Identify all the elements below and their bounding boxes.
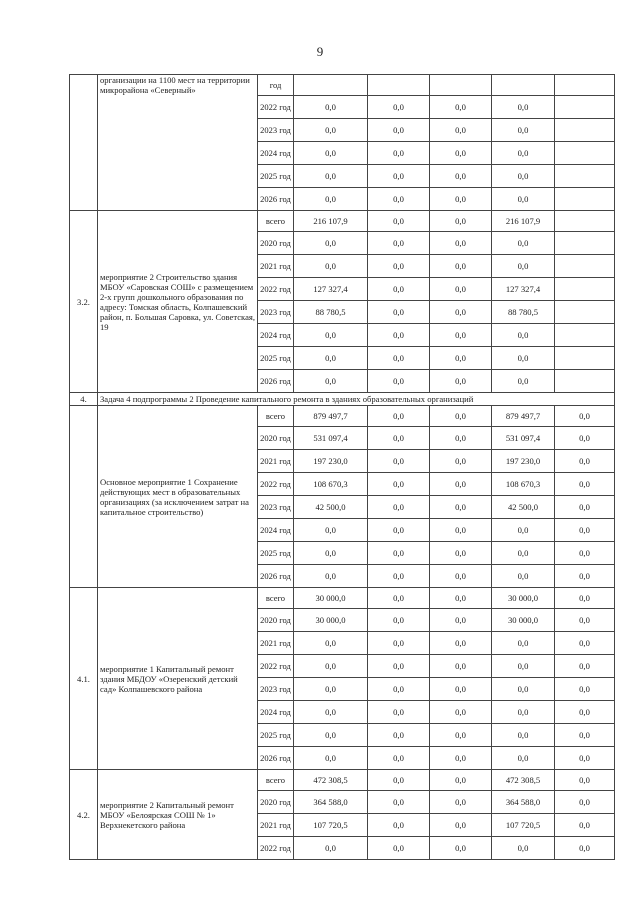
amount-cell: 0,0 xyxy=(368,188,430,211)
amount-cell: 0,0 xyxy=(492,142,555,165)
period-cell: 2025 год xyxy=(258,724,294,747)
amount-cell: 0,0 xyxy=(430,609,492,632)
amount-cell xyxy=(294,75,368,96)
period-cell: 2021 год xyxy=(258,632,294,655)
amount-cell: 0,0 xyxy=(430,211,492,232)
amount-cell: 0,0 xyxy=(492,232,555,255)
period-cell: 2021 год xyxy=(258,450,294,473)
amount-cell: 0,0 xyxy=(430,278,492,301)
amount-cell: 0,0 xyxy=(430,96,492,119)
amount-cell: 0,0 xyxy=(492,837,555,860)
amount-cell: 0,0 xyxy=(492,165,555,188)
amount-cell: 0,0 xyxy=(555,473,615,496)
amount-cell: 88 780,5 xyxy=(492,301,555,324)
amount-cell: 0,0 xyxy=(492,188,555,211)
period-cell: 2026 год xyxy=(258,370,294,393)
amount-cell: 0,0 xyxy=(294,655,368,678)
amount-cell: 0,0 xyxy=(430,791,492,814)
period-cell: всего xyxy=(258,588,294,609)
amount-cell: 0,0 xyxy=(368,747,430,770)
amount-cell: 0,0 xyxy=(430,142,492,165)
period-cell: 2024 год xyxy=(258,324,294,347)
amount-cell: 472 308,5 xyxy=(492,770,555,791)
amount-cell: 216 107,9 xyxy=(294,211,368,232)
amount-cell: 0,0 xyxy=(555,450,615,473)
amount-cell: 0,0 xyxy=(555,724,615,747)
amount-cell: 0,0 xyxy=(492,678,555,701)
period-cell: год xyxy=(258,75,294,96)
amount-cell: 197 230,0 xyxy=(492,450,555,473)
amount-cell: 0,0 xyxy=(555,837,615,860)
amount-cell: 0,0 xyxy=(294,347,368,370)
amount-cell xyxy=(555,211,615,232)
amount-cell: 0,0 xyxy=(555,542,615,565)
task-title: Задача 4 подпрограммы 2 Проведение капитального ремонта в зданиях образовательных организаций xyxy=(98,393,615,406)
amount-cell: 0,0 xyxy=(492,655,555,678)
amount-cell: 0,0 xyxy=(492,324,555,347)
amount-cell: 0,0 xyxy=(430,747,492,770)
amount-cell: 0,0 xyxy=(368,255,430,278)
amount-cell xyxy=(555,232,615,255)
amount-cell: 0,0 xyxy=(430,565,492,588)
amount-cell: 0,0 xyxy=(555,588,615,609)
amount-cell: 531 097,4 xyxy=(294,427,368,450)
item-description: мероприятие 2 Капитальный ремонт МБОУ «Белоярская СОШ № 1» Верхнекетского района xyxy=(98,770,258,860)
amount-cell: 0,0 xyxy=(430,301,492,324)
item-description: мероприятие 1 Капитальный ремонт здания МБДОУ «Озеренский детский сад» Колпашевского района xyxy=(98,588,258,770)
amount-cell: 0,0 xyxy=(368,232,430,255)
amount-cell: 0,0 xyxy=(430,255,492,278)
table-row xyxy=(70,406,615,427)
amount-cell: 0,0 xyxy=(430,542,492,565)
amount-cell: 0,0 xyxy=(555,655,615,678)
amount-cell: 0,0 xyxy=(368,519,430,542)
amount-cell: 0,0 xyxy=(430,324,492,347)
period-cell: 2020 год xyxy=(258,427,294,450)
amount-cell: 30 000,0 xyxy=(492,609,555,632)
period-cell: 2020 год xyxy=(258,791,294,814)
amount-cell: 0,0 xyxy=(368,165,430,188)
period-cell: 2026 год xyxy=(258,565,294,588)
amount-cell xyxy=(555,142,615,165)
amount-cell: 0,0 xyxy=(430,427,492,450)
amount-cell: 127 327,4 xyxy=(294,278,368,301)
period-cell: 2021 год xyxy=(258,814,294,837)
amount-cell: 0,0 xyxy=(555,632,615,655)
amount-cell: 0,0 xyxy=(555,427,615,450)
amount-cell: 0,0 xyxy=(294,632,368,655)
amount-cell: 0,0 xyxy=(555,747,615,770)
amount-cell: 0,0 xyxy=(368,791,430,814)
amount-cell: 0,0 xyxy=(294,678,368,701)
task-row xyxy=(70,393,615,406)
amount-cell: 0,0 xyxy=(555,770,615,791)
amount-cell xyxy=(555,75,615,96)
amount-cell: 0,0 xyxy=(368,96,430,119)
amount-cell: 0,0 xyxy=(294,565,368,588)
amount-cell: 0,0 xyxy=(492,347,555,370)
amount-cell xyxy=(555,96,615,119)
amount-cell: 0,0 xyxy=(368,324,430,347)
period-cell: 2022 год xyxy=(258,278,294,301)
amount-cell: 0,0 xyxy=(555,814,615,837)
table-row xyxy=(70,770,615,791)
period-cell: 2021 год xyxy=(258,255,294,278)
amount-cell xyxy=(430,75,492,96)
amount-cell: 0,0 xyxy=(430,678,492,701)
amount-cell: 0,0 xyxy=(368,119,430,142)
period-cell: 2022 год xyxy=(258,96,294,119)
amount-cell: 216 107,9 xyxy=(492,211,555,232)
amount-cell: 0,0 xyxy=(368,496,430,519)
amount-cell: 0,0 xyxy=(368,678,430,701)
amount-cell xyxy=(555,119,615,142)
amount-cell: 0,0 xyxy=(368,211,430,232)
amount-cell: 0,0 xyxy=(430,232,492,255)
amount-cell: 0,0 xyxy=(555,565,615,588)
amount-cell: 0,0 xyxy=(294,255,368,278)
amount-cell: 0,0 xyxy=(430,701,492,724)
amount-cell: 879 497,7 xyxy=(492,406,555,427)
amount-cell: 0,0 xyxy=(294,837,368,860)
amount-cell: 0,0 xyxy=(430,370,492,393)
period-cell: 2026 год xyxy=(258,747,294,770)
amount-cell: 107 720,5 xyxy=(294,814,368,837)
amount-cell: 0,0 xyxy=(368,278,430,301)
amount-cell: 0,0 xyxy=(555,678,615,701)
amount-cell: 364 588,0 xyxy=(492,791,555,814)
amount-cell: 0,0 xyxy=(492,96,555,119)
amount-cell: 88 780,5 xyxy=(294,301,368,324)
period-cell: 2025 год xyxy=(258,542,294,565)
period-cell: 2022 год xyxy=(258,837,294,860)
amount-cell: 0,0 xyxy=(368,542,430,565)
amount-cell: 472 308,5 xyxy=(294,770,368,791)
amount-cell xyxy=(368,75,430,96)
period-cell: 2023 год xyxy=(258,301,294,324)
period-cell: 2024 год xyxy=(258,142,294,165)
amount-cell: 42 500,0 xyxy=(492,496,555,519)
amount-cell: 0,0 xyxy=(294,701,368,724)
amount-cell: 0,0 xyxy=(430,837,492,860)
amount-cell: 0,0 xyxy=(368,450,430,473)
amount-cell: 0,0 xyxy=(430,632,492,655)
amount-cell: 0,0 xyxy=(430,588,492,609)
item-number: 4.2. xyxy=(70,770,98,860)
amount-cell: 0,0 xyxy=(555,519,615,542)
period-cell: 2023 год xyxy=(258,496,294,519)
amount-cell: 0,0 xyxy=(430,770,492,791)
amount-cell: 0,0 xyxy=(368,814,430,837)
amount-cell xyxy=(555,370,615,393)
page-number: 9 xyxy=(316,44,324,59)
amount-cell: 0,0 xyxy=(430,814,492,837)
item-number: 3.2. xyxy=(70,211,98,393)
amount-cell xyxy=(555,165,615,188)
amount-cell: 531 097,4 xyxy=(492,427,555,450)
period-cell: 2025 год xyxy=(258,347,294,370)
amount-cell: 0,0 xyxy=(492,370,555,393)
amount-cell: 0,0 xyxy=(294,119,368,142)
amount-cell: 0,0 xyxy=(430,347,492,370)
amount-cell: 0,0 xyxy=(430,519,492,542)
amount-cell: 0,0 xyxy=(294,519,368,542)
amount-cell: 0,0 xyxy=(294,542,368,565)
period-cell: 2022 год xyxy=(258,473,294,496)
amount-cell: 0,0 xyxy=(368,609,430,632)
amount-cell: 0,0 xyxy=(368,406,430,427)
amount-cell: 0,0 xyxy=(430,188,492,211)
item-description: мероприятие 2 Строительство здания МБОУ «Саровская СОШ» с размещением 2-х групп дошкольного образования по адресу: Томская область, Колпашевский район, п. Большая Саровка, ул. Советская, 19 xyxy=(98,211,258,393)
amount-cell: 0,0 xyxy=(492,724,555,747)
amount-cell: 0,0 xyxy=(555,701,615,724)
amount-cell: 0,0 xyxy=(555,791,615,814)
amount-cell: 0,0 xyxy=(492,255,555,278)
amount-cell: 0,0 xyxy=(294,724,368,747)
amount-cell: 0,0 xyxy=(430,406,492,427)
amount-cell: 0,0 xyxy=(430,473,492,496)
amount-cell: 42 500,0 xyxy=(294,496,368,519)
amount-cell: 0,0 xyxy=(294,324,368,347)
item-description: организации на 1100 мест на территории микрорайона «Северный» xyxy=(98,75,258,211)
amount-cell: 197 230,0 xyxy=(294,450,368,473)
period-cell: 2024 год xyxy=(258,701,294,724)
amount-cell: 0,0 xyxy=(294,747,368,770)
amount-cell: 0,0 xyxy=(555,406,615,427)
period-cell: всего xyxy=(258,211,294,232)
amount-cell: 30 000,0 xyxy=(492,588,555,609)
amount-cell: 0,0 xyxy=(368,701,430,724)
period-cell: 2026 год xyxy=(258,188,294,211)
task-number: 4. xyxy=(70,393,98,406)
period-cell: 2020 год xyxy=(258,609,294,632)
amount-cell: 0,0 xyxy=(368,142,430,165)
amount-cell: 0,0 xyxy=(294,142,368,165)
period-cell: всего xyxy=(258,770,294,791)
amount-cell: 0,0 xyxy=(294,96,368,119)
amount-cell: 0,0 xyxy=(368,724,430,747)
amount-cell: 0,0 xyxy=(294,188,368,211)
item-number xyxy=(70,75,98,211)
amount-cell: 0,0 xyxy=(555,496,615,519)
amount-cell: 0,0 xyxy=(368,427,430,450)
amount-cell: 30 000,0 xyxy=(294,588,368,609)
period-cell: 2024 год xyxy=(258,519,294,542)
period-cell: 2023 год xyxy=(258,119,294,142)
period-cell: 2022 год xyxy=(258,655,294,678)
amount-cell: 0,0 xyxy=(368,370,430,393)
amount-cell: 0,0 xyxy=(430,165,492,188)
amount-cell: 127 327,4 xyxy=(492,278,555,301)
amount-cell: 0,0 xyxy=(430,724,492,747)
financing-table xyxy=(69,74,615,860)
amount-cell: 0,0 xyxy=(368,588,430,609)
period-cell: 2023 год xyxy=(258,678,294,701)
amount-cell: 30 000,0 xyxy=(294,609,368,632)
table-row xyxy=(70,75,615,96)
amount-cell: 0,0 xyxy=(368,301,430,324)
amount-cell: 0,0 xyxy=(368,837,430,860)
amount-cell: 0,0 xyxy=(430,450,492,473)
period-cell: 2025 год xyxy=(258,165,294,188)
amount-cell xyxy=(555,255,615,278)
amount-cell xyxy=(555,188,615,211)
item-number: 4.1. xyxy=(70,588,98,770)
amount-cell: 0,0 xyxy=(492,565,555,588)
amount-cell: 108 670,3 xyxy=(492,473,555,496)
amount-cell xyxy=(555,347,615,370)
amount-cell xyxy=(492,75,555,96)
amount-cell: 0,0 xyxy=(368,473,430,496)
amount-cell: 0,0 xyxy=(294,232,368,255)
item-description: Основное мероприятие 1 Сохранение действующих мест в образовательных организациях (за исключением затрат на капитальное строительство) xyxy=(98,406,258,588)
amount-cell: 107 720,5 xyxy=(492,814,555,837)
amount-cell xyxy=(555,324,615,347)
amount-cell: 0,0 xyxy=(368,632,430,655)
table-row xyxy=(70,211,615,232)
amount-cell: 0,0 xyxy=(294,370,368,393)
amount-cell xyxy=(555,278,615,301)
amount-cell: 0,0 xyxy=(492,119,555,142)
amount-cell: 0,0 xyxy=(430,496,492,519)
amount-cell: 0,0 xyxy=(368,565,430,588)
amount-cell: 879 497,7 xyxy=(294,406,368,427)
amount-cell: 0,0 xyxy=(430,119,492,142)
amount-cell: 364 588,0 xyxy=(294,791,368,814)
amount-cell: 0,0 xyxy=(430,655,492,678)
table-row xyxy=(70,588,615,609)
amount-cell: 108 670,3 xyxy=(294,473,368,496)
amount-cell: 0,0 xyxy=(492,701,555,724)
period-cell: 2020 год xyxy=(258,232,294,255)
amount-cell xyxy=(555,301,615,324)
amount-cell: 0,0 xyxy=(294,165,368,188)
amount-cell: 0,0 xyxy=(492,747,555,770)
amount-cell: 0,0 xyxy=(492,542,555,565)
amount-cell: 0,0 xyxy=(555,609,615,632)
period-cell: всего xyxy=(258,406,294,427)
amount-cell: 0,0 xyxy=(492,519,555,542)
amount-cell: 0,0 xyxy=(368,655,430,678)
amount-cell: 0,0 xyxy=(492,632,555,655)
amount-cell: 0,0 xyxy=(368,770,430,791)
item-number xyxy=(70,406,98,588)
amount-cell: 0,0 xyxy=(368,347,430,370)
